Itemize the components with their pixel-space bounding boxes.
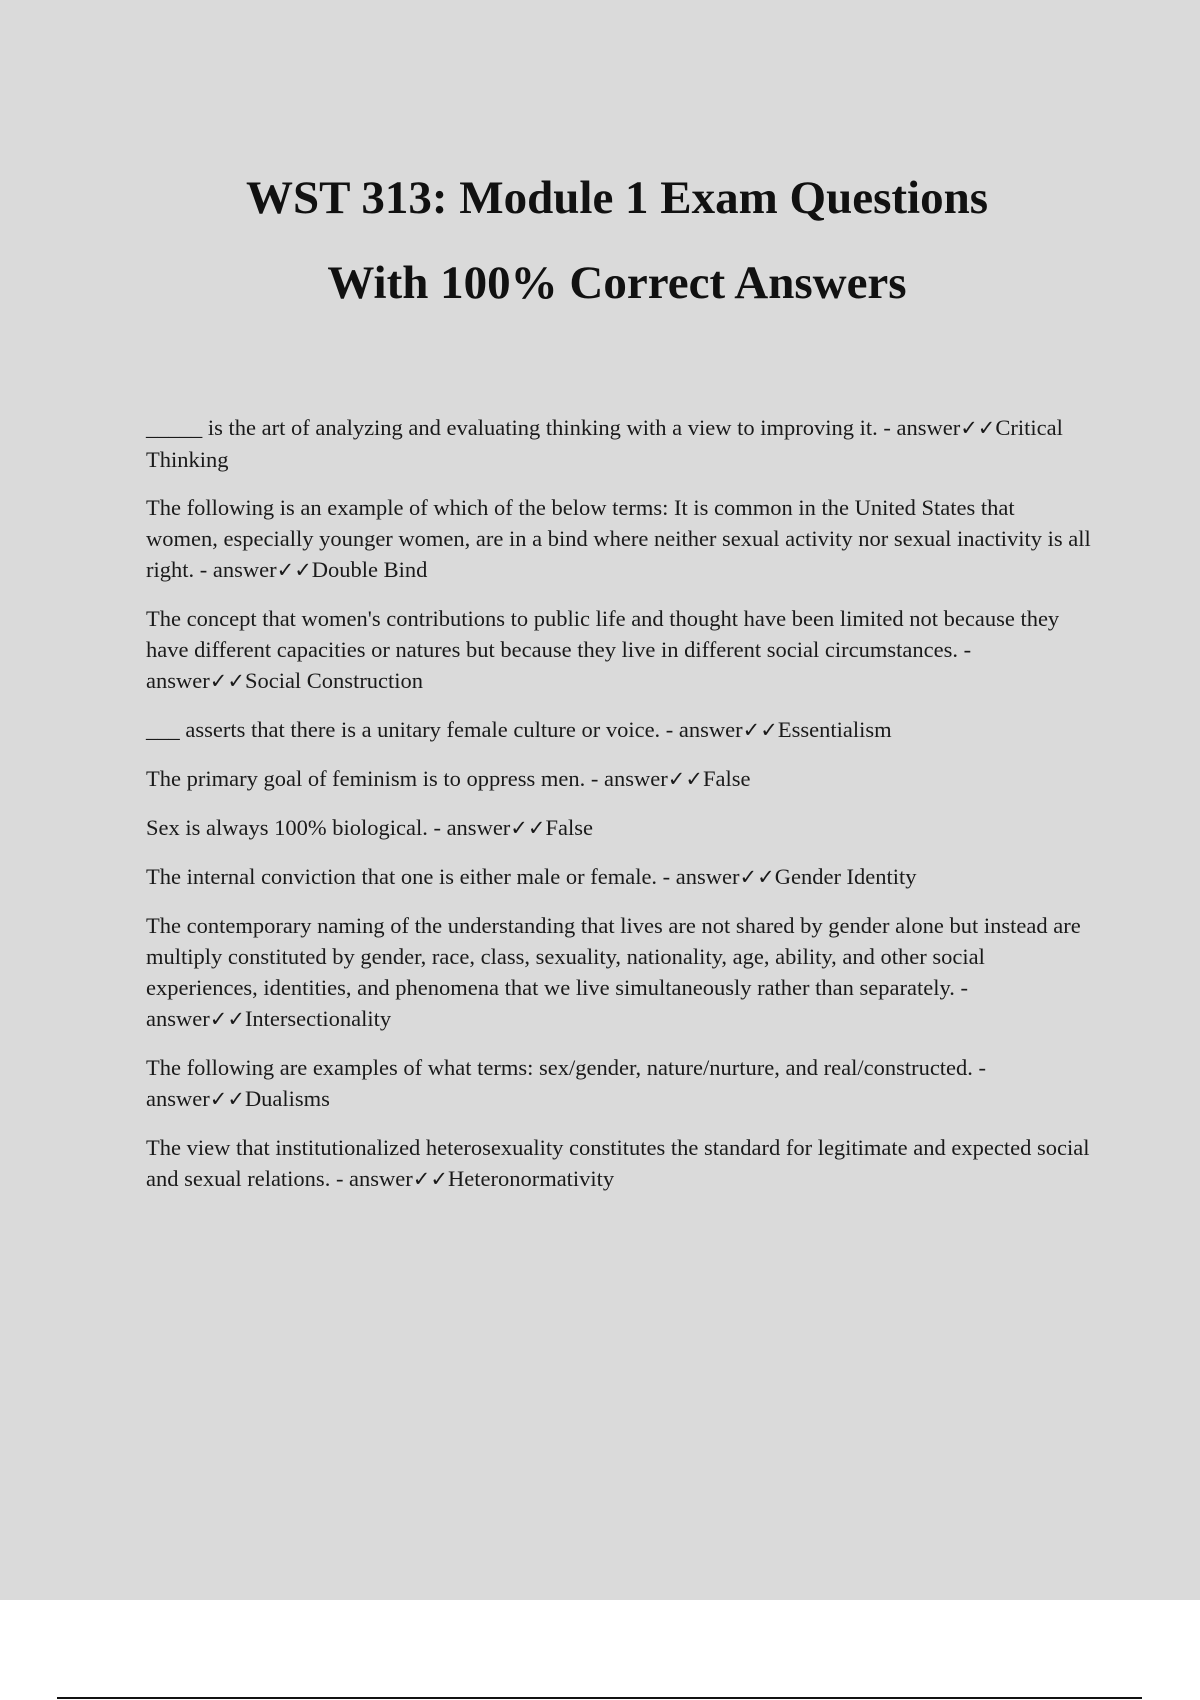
- question-text: _____ is the art of analyzing and evaluating thinking with a view to improving it. - answer: [146, 415, 961, 440]
- qa-item: [146, 1052, 1091, 1115]
- question-text: The following is an example of which of the below terms: It is common in the United States that women, especially younger women, are in a bind where neither sexual activity nor sexual inactivity is all right. - answer: [146, 495, 1091, 582]
- checkmark-icon: ✓✓: [276, 558, 312, 582]
- answer-text: Social Construction: [244, 668, 424, 693]
- checkmark-icon: ✓✓: [209, 1007, 245, 1031]
- qa-item: [146, 714, 1091, 746]
- checkmark-icon: ✓✓: [739, 865, 775, 889]
- checkmark-icon: ✓✓: [742, 718, 778, 742]
- checkmark-icon: ✓✓: [667, 767, 703, 791]
- question-text: The primary goal of feminism is to oppress men. - answer: [146, 766, 668, 791]
- answer-text: False: [702, 766, 751, 791]
- question-text: The following are examples of what terms: sex/gender, nature/nurture, and real/constructed. - answer: [146, 1055, 987, 1111]
- answer-text: Intersectionality: [244, 1006, 392, 1031]
- qa-item: [146, 763, 1091, 795]
- answer-text: Heteronormativity: [447, 1166, 615, 1191]
- qa-item: [146, 910, 1091, 1035]
- qa-item: [146, 603, 1091, 697]
- document-title: [0, 163, 1200, 333]
- checkmark-icon: ✓✓: [209, 1087, 245, 1111]
- checkmark-icon: ✓✓: [510, 816, 546, 840]
- answer-text: Essentialism: [777, 717, 892, 742]
- checkmark-icon: ✓✓: [960, 416, 996, 440]
- qa-item: [146, 1132, 1091, 1195]
- footer-divider: [57, 1697, 1142, 1699]
- checkmark-icon: ✓✓: [209, 669, 245, 693]
- answer-text: Dualisms: [244, 1086, 330, 1111]
- qa-item: [146, 492, 1091, 586]
- question-text: The contemporary naming of the understanding that lives are not shared by gender alone but instead are multiply constituted by gender, race, class, sexuality, nationality, age, ability, and other social experiences, identities, and phenomena that we live simultaneously rather than separately. - answer: [146, 913, 1081, 1031]
- question-text: ___ asserts that there is a unitary female culture or voice. - answer: [146, 717, 743, 742]
- title-line-1: WST 313: Module 1 Exam Questions: [245, 172, 989, 224]
- question-text: The internal conviction that one is either male or female. - answer: [146, 864, 740, 889]
- qa-item: [146, 412, 1091, 475]
- qa-item: [146, 861, 1091, 893]
- qa-item: [146, 812, 1091, 844]
- question-text: The view that institutionalized heterosexuality constitutes the standard for legitimate and expected social and sexual relations. - answer: [146, 1135, 1090, 1191]
- question-text: The concept that women's contributions to public life and thought have been limited not because they have different capacities or natures but because they live in different social circumstances. - answer: [146, 606, 1060, 693]
- qa-list: [146, 412, 1091, 1212]
- answer-text: False: [545, 815, 593, 840]
- checkmark-icon: ✓✓: [412, 1167, 448, 1191]
- question-text: Sex is always 100% biological. - answer: [146, 815, 511, 840]
- title-line-2: With 100% Correct Answers: [327, 257, 907, 309]
- answer-text: Double Bind: [311, 557, 428, 582]
- answer-text: Gender Identity: [774, 864, 917, 889]
- answer-text: Critical Thinking: [146, 415, 1063, 472]
